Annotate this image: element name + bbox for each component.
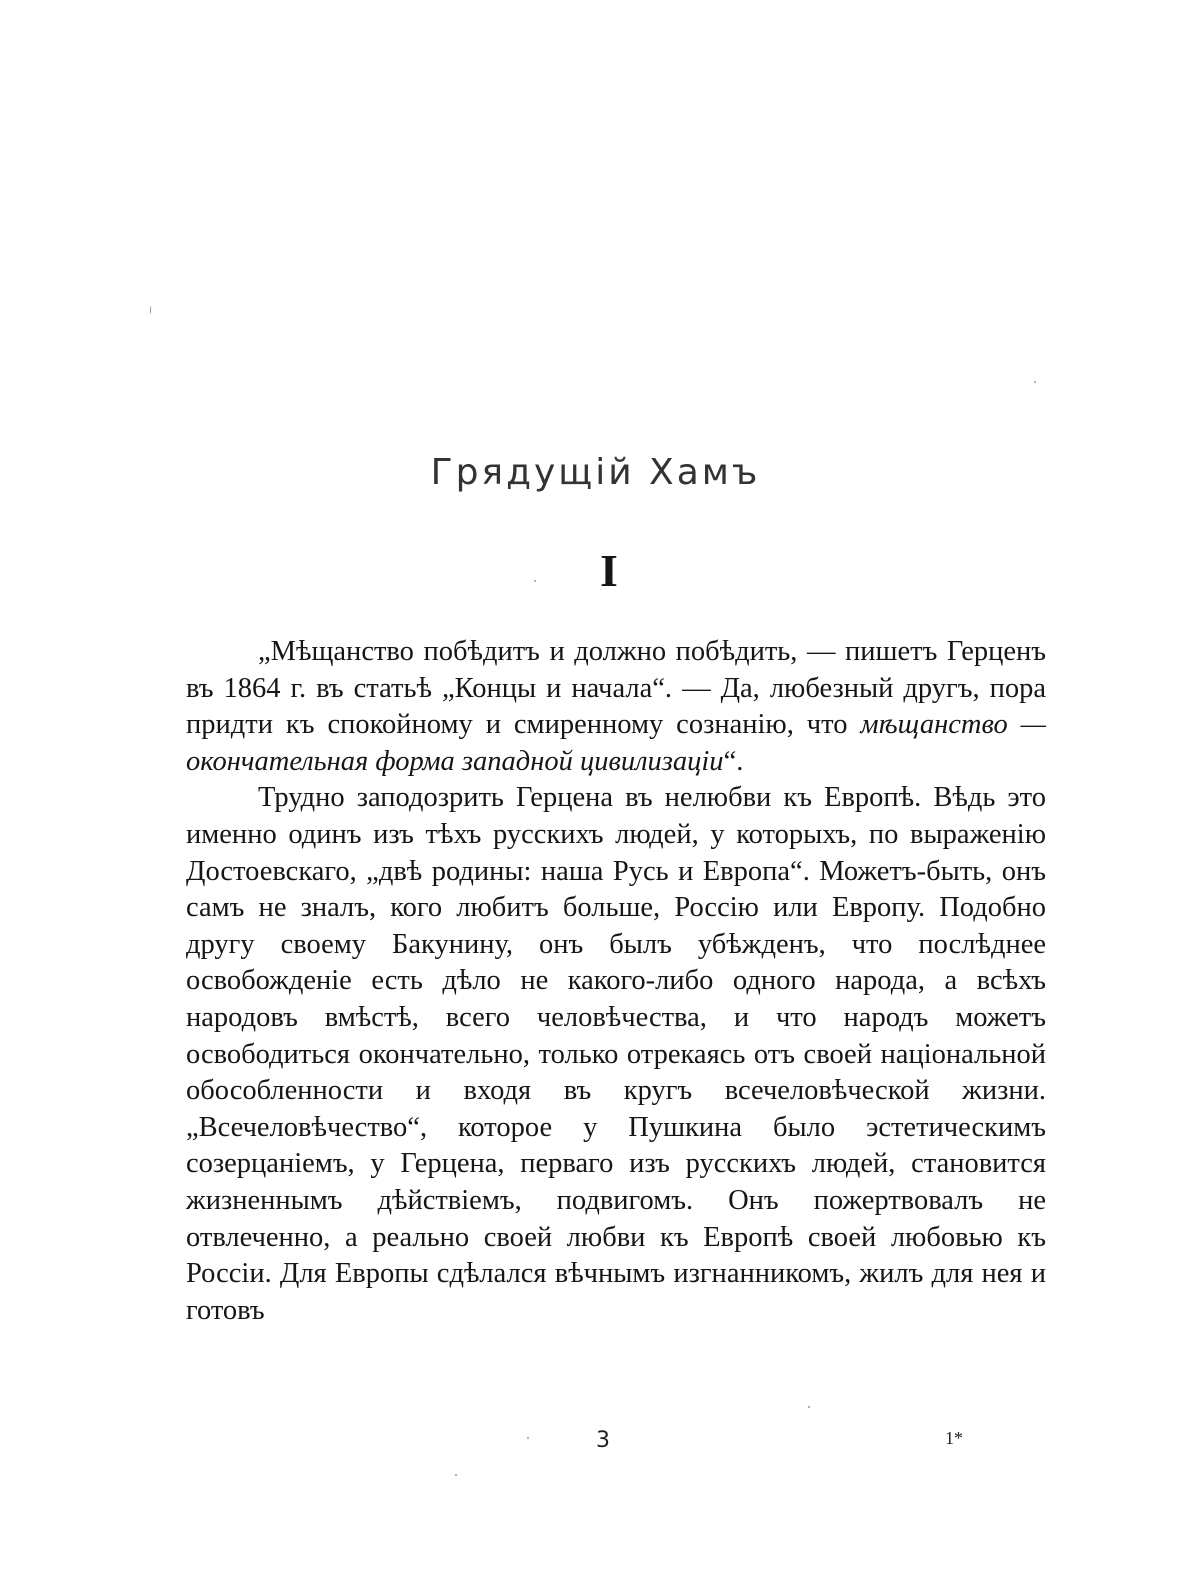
scan-speck [1034,381,1036,383]
body-text [186,634,1046,1329]
paragraph-1-text: „Мѣщанство побѣдитъ и должно побѣдить, — пишетъ Герценъ въ 1864 г. въ статьѣ „Концы и начала“. — Да, любезный другъ, пора придти къ спокойному и смиренному сознанію, что [186,636,1046,741]
chapter-number: I [600,545,618,596]
scan-speck [527,1437,529,1439]
signature-mark: 1* [945,1428,963,1448]
essay-title: Грядущій Хамъ [430,452,761,493]
paragraph-2 [186,780,1046,1329]
paragraph-2-text: Трудно заподозрить Герцена въ нелюбви къ Европѣ. Вѣдь это именно одинъ изъ тѣхъ русскихъ людей, у которыхъ, по выраженію Достоевскаго, „двѣ родины: наша Русь и Европа“. Можетъ-быть, онъ самъ не зналъ, кого любитъ больше, Россію или Европу. Подобно другу своему Бакунину, онъ былъ убѣжденъ, что послѣднее освобожденіе есть дѣло не какого-либо одного народа, а всѣхъ народовъ вмѣстѣ, всего человѣчества, и что народъ можетъ освободиться окончательно, только отрекаясь отъ своей національной обособленности и входя въ кругъ всечеловѣческой жизни. „Всечеловѣчество“, которое у Пушкина было эстетическимъ созерцаніемъ, у Герцена, перваго изъ русскихъ людей, становится жизненнымъ дѣйствіемъ, подвигомъ. Онъ пожертвовалъ не отвлеченно, а реально своей любви къ Европѣ своей любовью къ Россіи. Для Европы сдѣлался вѣчнымъ изгнанникомъ, жилъ для нея и готовъ [186,782,1046,1326]
page-number: 3 [596,1428,610,1453]
scan-speck [150,306,151,314]
paragraph-1-close: “. [723,745,744,777]
scan-speck [808,1406,810,1408]
scan-speck [455,1474,457,1476]
paragraph-1 [186,634,1046,780]
scan-speck [534,580,536,582]
paragraph-1-emphasis: мѣщанство — окончательная форма западной цивилизаціи [186,709,1046,777]
